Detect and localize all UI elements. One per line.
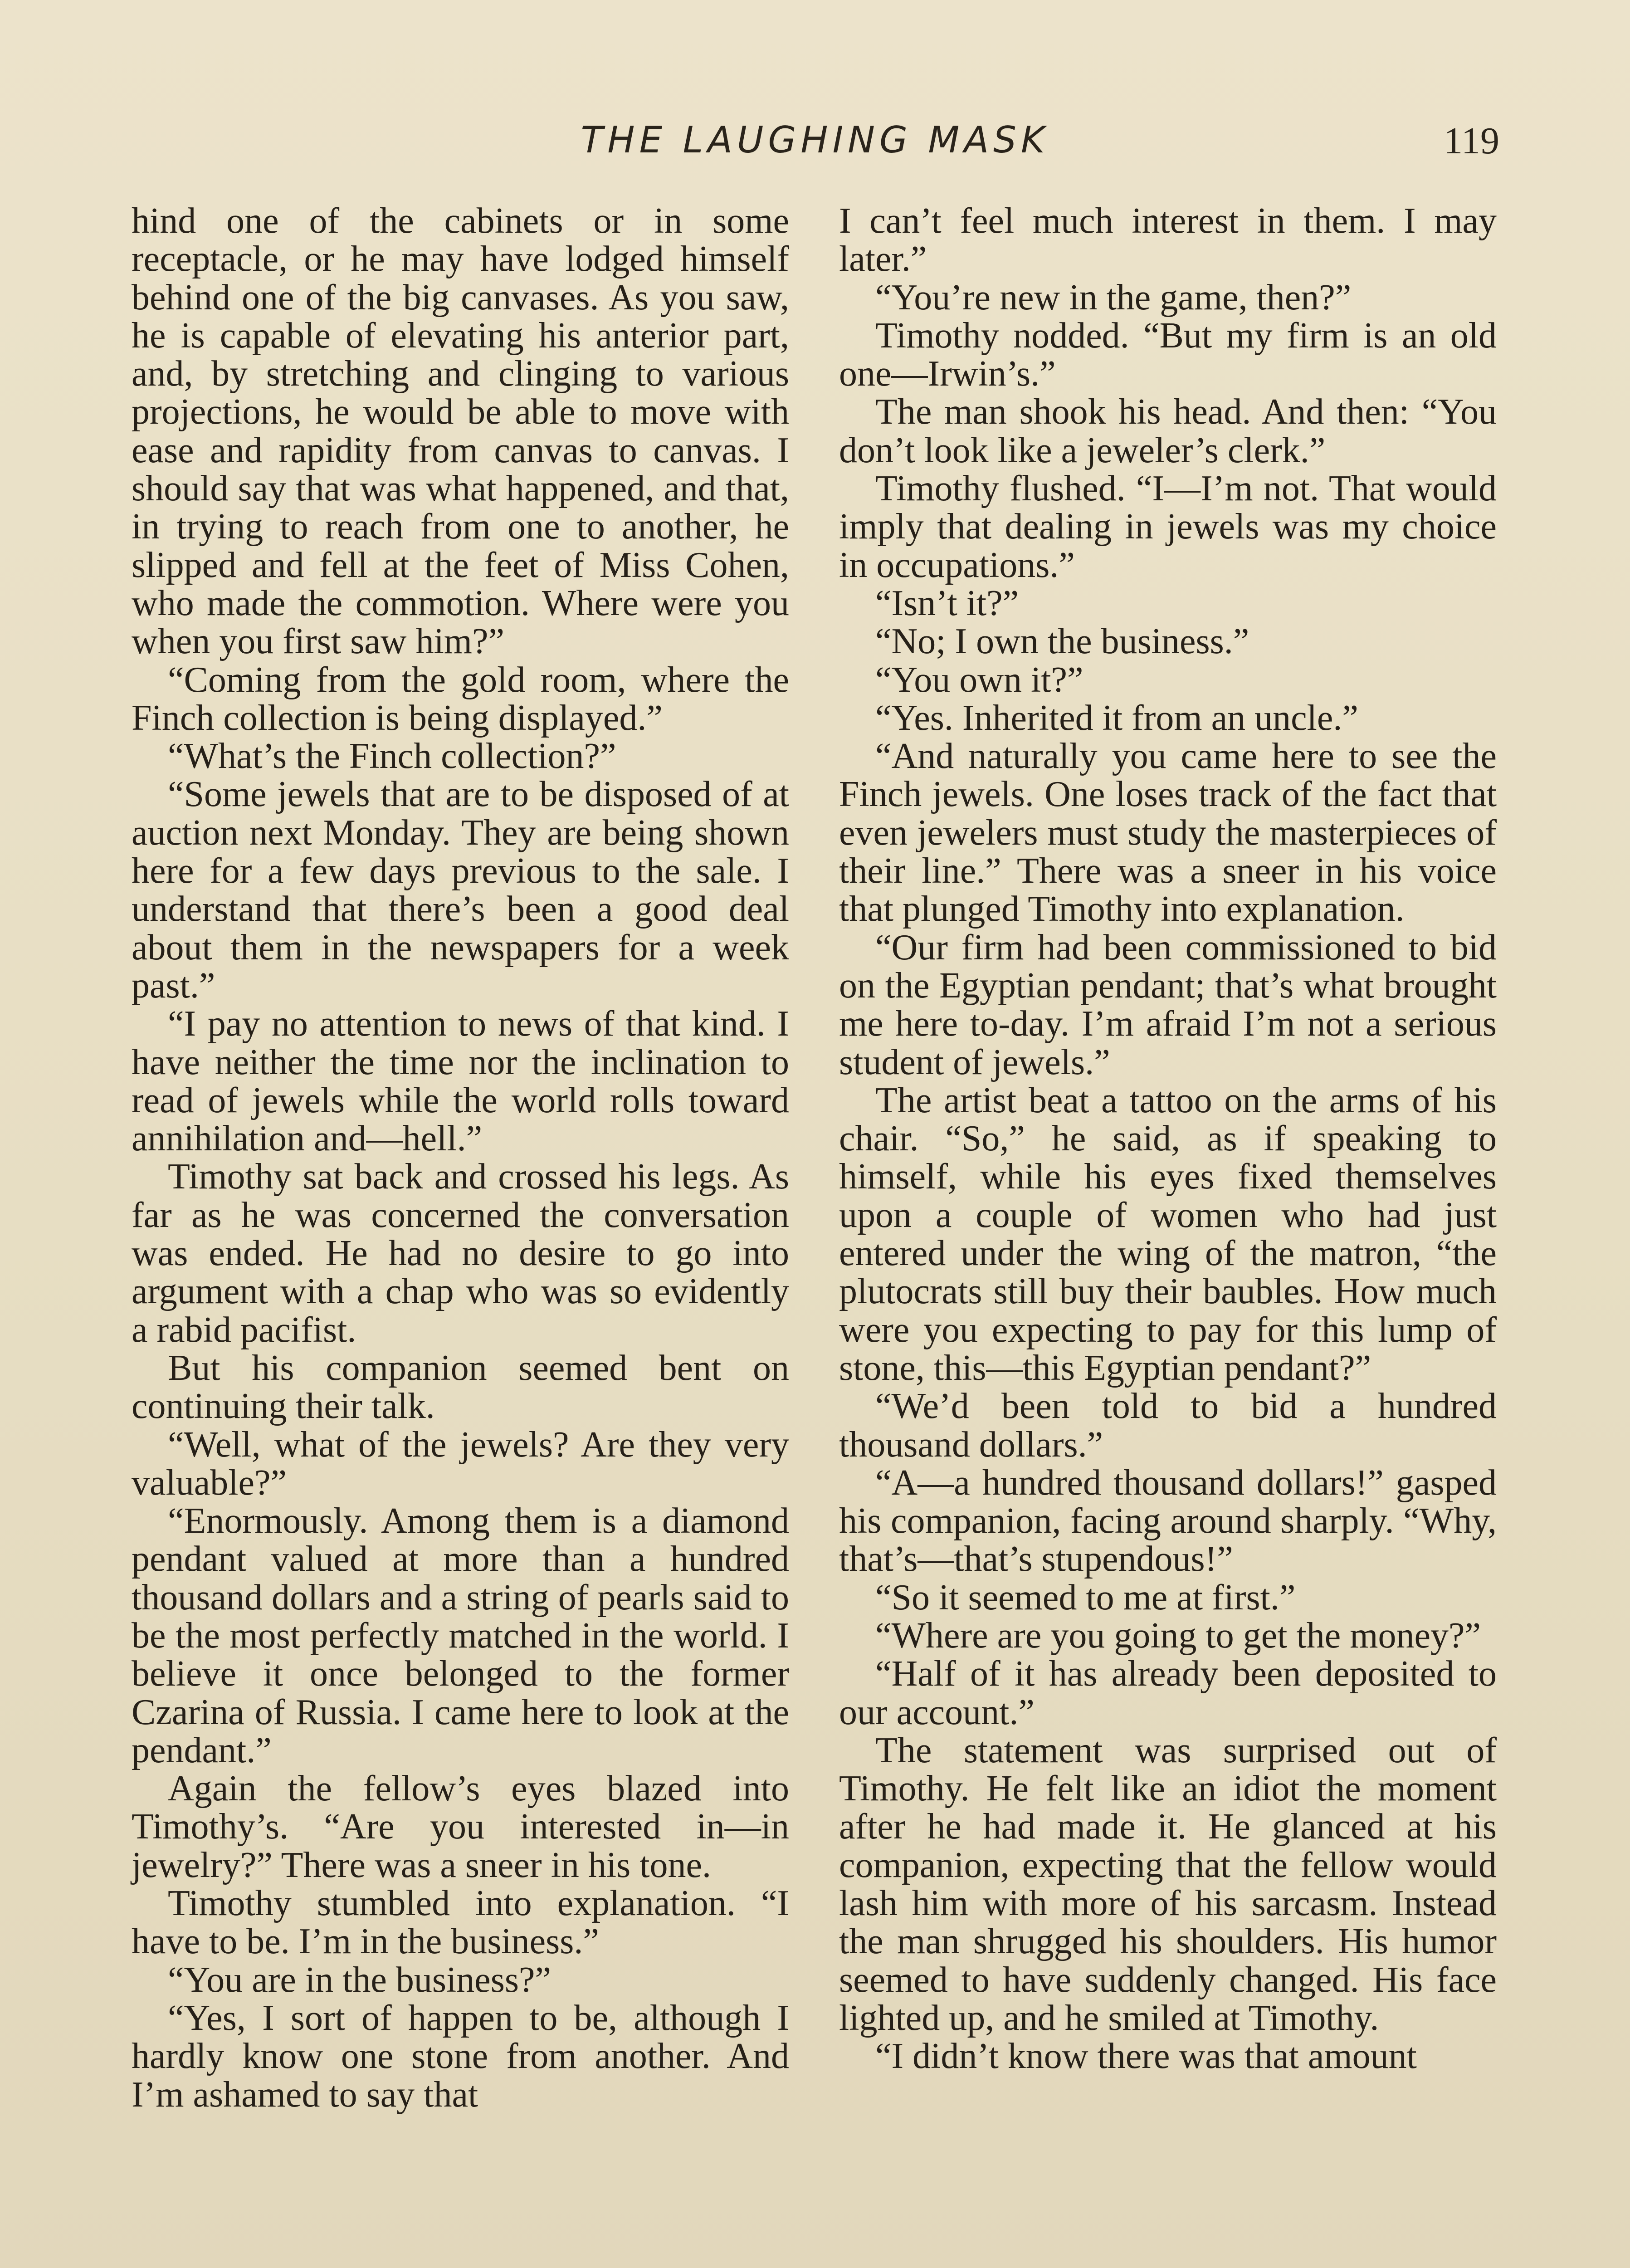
paragraph: “So it seemed to me at first.” [875,1577,1296,1618]
paragraph: Timothy flushed. “I—I’m not. That would imply that dealing in jewels was my choice in occupations.” [839,469,1497,585]
paragraph: Again the fellow’s eyes blazed into Timothy’s. “Are you interested in—in jewelry?” There was a sneer in his tone. [132,1769,789,1885]
paragraph: “Some jewels that are to be disposed of at auction next Monday. They are being shown here for a few days previous to the sale. I understand that there’s been a good deal about them in the newspapers for a week past.” [132,774,789,1006]
paragraph: The man shook his head. And then: “You don’t look like a jeweler’s clerk.” [839,392,1497,470]
paragraph: “Coming from the gold room, where the Finch collection is being displayed.” [132,660,789,738]
paragraph: “I pay no attention to news of that kind. I have neither the time nor the inclination to read of jewels while the world rolls toward annihilation and—hell.” [132,1004,789,1159]
paragraph: The statement was surprised out of Timothy. He felt like an idiot the moment after he had made it. He glanced at his companion, expecting that the fellow would lash him with more of his sarcasm. Instead the man shrugged his shoulders. His humor seemed to have suddenly changed. His face lighted up, and he smiled at Timothy. [839,1730,1497,2038]
paragraph: Timothy stumbled into explanation. “I have to be. I’m in the business.” [132,1883,789,1962]
paragraph: “Well, what of the jewels? Are they very valuable?” [132,1424,789,1503]
paragraph: “You’re new in the game, then?” [875,277,1352,318]
paragraph: “Yes, I sort of happen to be, although I hardly know one stone from another. And I’m ashamed to say that [132,1998,789,2115]
page-header [0,119,1630,169]
paragraph: “Isn’t it?” [875,583,1019,623]
paragraph: Timothy sat back and crossed his legs. As far as he was concerned the conversation was ended. He had no desire to go into argument with a chap who was so evidently a rabid pacifist. [132,1157,789,1350]
paragraph: But his companion seemed bent on continuing their talk. [132,1348,789,1427]
paragraph: “Enormously. Among them is a diamond pendant valued at more than a hundred thousand dollars and a string of pearls said to be the most perfectly matched in the world. I believe it once belonged to the former Czarina of Russia. I came here to look at the pendant.” [132,1501,789,1770]
paragraph: “No; I own the business.” [875,621,1249,662]
paragraph: “Half of it has already been deposited to our account.” [839,1654,1497,1732]
right-column [839,202,1497,2076]
paragraph: “A—a hundred thousand dollars!” gasped his companion, facing around sharply. “Why, that’s—that’s stupendous!” [839,1462,1497,1579]
paragraph: hind one of the cabinets or in some receptacle, or he may have lodged himself behind one of the big canvases. As you saw, he is capable of elevating his anterior part, and, by stretching and clinging to various projections, he would be able to move with ease and rapidity from canvas to canvas. I should say that was what happened, and that, in trying to reach from one to another, he slipped and fell at the feet of Miss Cohen, who made the commotion. Where were you when you first saw him?” [132,201,789,662]
paragraph: “What’s the Finch collection?” [168,736,616,777]
paragraph: “You are in the business?” [168,1960,551,2000]
paragraph: The artist beat a tattoo on the arms of his chair. “So,” he said, as if speaking to himself, while his eyes fixed themselves upon a couple of women who had just entered under the wing of the matron, “the plutocrats still buy their baubles. How much were you expecting to pay for this lump of stone, this—this Egyptian pendant?” [839,1080,1497,1388]
left-column [132,202,789,2114]
paragraph: Timothy nodded. “But my firm is an old one—Irwin’s.” [839,315,1497,394]
paragraph: “Where are you going to get the money?” [875,1615,1481,1656]
paragraph: “We’d been told to bid a hundred thousand dollars.” [839,1386,1497,1465]
running-title: THE LAUGHING MASK [581,119,1049,161]
paragraph: “I didn’t know there was that amount [875,2036,1417,2077]
paragraph: “You own it?” [875,660,1083,700]
paragraph: I can’t feel much interest in them. I may later.” [839,201,1497,279]
paragraph: “Our firm had been commissioned to bid on the Egyptian pendant; that’s what brought me here to-day. I’m afraid I’m not a serious student of jewels.” [839,927,1497,1082]
paragraph: “And naturally you came here to see the Finch jewels. One loses track of the fact that even jewelers must study the masterpieces of their line.” There was a sneer in his voice that plunged Timothy into explanation. [839,736,1497,929]
paragraph: “Yes. Inherited it from an uncle.” [875,698,1358,738]
page-number: 119 [1444,120,1499,162]
